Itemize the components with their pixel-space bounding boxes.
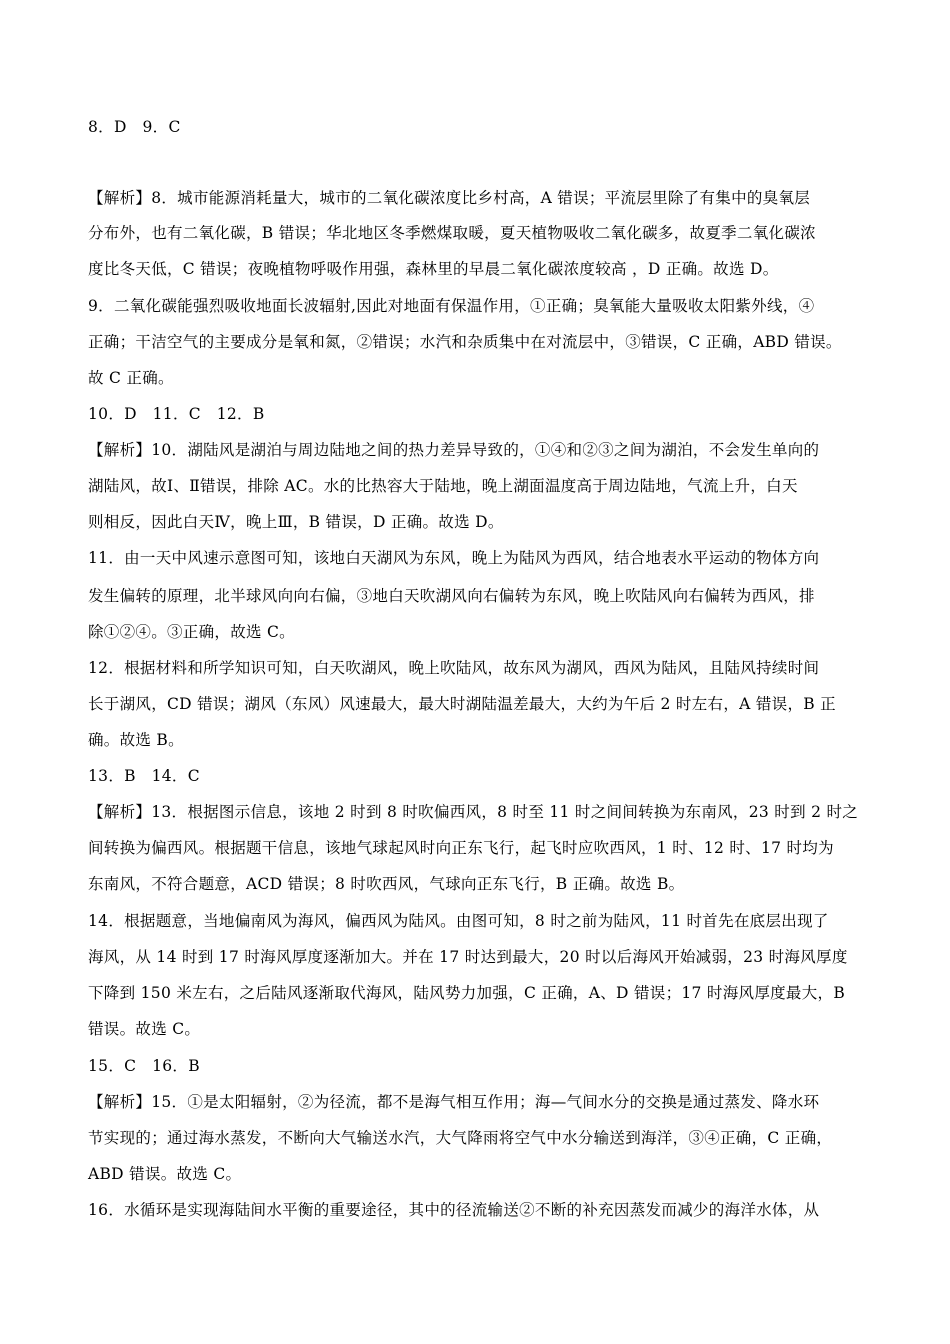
analysis-line: 【解析】13．根据图示信息，该地 2 时到 8 时吹偏西风，8 时至 11 时之间间转换为东南风，23 时到 2 时之 xyxy=(88,803,859,821)
analysis-line: 9．二氧化碳能强烈吸收地面长波辐射,因此对地面有保温作用，①正确；臭氧能大量吸收太阳紫外线，④ xyxy=(88,297,815,315)
analysis-line: 发生偏转的原理，北半球风向向右偏，③地白天吹湖风向右偏转为东风，晚上吹陆风向右偏转为西风，排 xyxy=(88,587,815,605)
analysis-line: 海风，从 14 时到 17 时海风厚度逐渐加大。并在 17 时达到最大，20 时以后海风开始减弱，23 时海风厚度 xyxy=(88,948,848,966)
analysis-line: 节实现的；通过海水蒸发，不断向大气输送水汽，大气降雨将空气中水分输送到海洋，③④正确，C 正确， xyxy=(88,1129,833,1147)
analysis-line: 故 C 正确。 xyxy=(88,369,174,387)
analysis-line: 分布外，也有二氧化碳，B 错误；华北地区冬季燃煤取暖，夏天植物吸收二氧化碳多，故夏季二氧化碳浓 xyxy=(88,224,816,242)
answer-line: 13．B 14．C xyxy=(88,767,200,785)
analysis-line: 正确；干洁空气的主要成分是氧和氮，②错误；水汽和杂质集中在对流层中，③错误，C 正确，ABD 错误。 xyxy=(88,333,842,351)
analysis-line: 间转换为偏西风。根据题干信息，该地气球起风时向正东飞行，起飞时应吹西风，1 时、12 时、17 时均为 xyxy=(88,839,834,857)
answer-line: 8．D 9．C xyxy=(88,118,181,136)
analysis-line: 下降到 150 米左右，之后陆风逐渐取代海风，陆风势力加强，C 正确，A、D 错误；17 时海风厚度最大，B xyxy=(88,984,846,1002)
analysis-line: ABD 错误。故选 C。 xyxy=(88,1165,242,1183)
analysis-line: 【解析】8．城市能源消耗量大，城市的二氧化碳浓度比乡村高，A 错误；平流层里除了有集中的臭氧层 xyxy=(88,189,811,207)
analysis-line: 则相反，因此白天Ⅳ，晚上Ⅲ，B 错误，D 正确。故选 D。 xyxy=(88,513,504,531)
analysis-line: 度比冬天低，C 错误；夜晚植物呼吸作用强，森林里的早晨二氧化碳浓度较高 ，D 正确。故选 D。 xyxy=(88,260,779,278)
analysis-line: 除①②④。③正确，故选 C。 xyxy=(88,623,295,641)
analysis-line: 【解析】15．①是太阳辐射，②为径流，都不是海气相互作用；海—气间水分的交换是通过蒸发、降水环 xyxy=(88,1093,820,1111)
analysis-line: 14．根据题意，当地偏南风为海风，偏西风为陆风。由图可知，8 时之前为陆风，11 时首先在底层出现了 xyxy=(88,912,829,930)
analysis-line: 16．水循环是实现海陆间水平衡的重要途径，其中的径流输送②不断的补充因蒸发而减少的海洋水体，从 xyxy=(88,1201,820,1219)
analysis-line: 湖陆风，故Ⅰ、Ⅱ错误，排除 AC。水的比热容大于陆地，晚上湖面温度高于周边陆地，气流上升，白天 xyxy=(88,477,798,495)
analysis-line: 确。故选 B。 xyxy=(88,731,184,749)
analysis-line: 11．由一天中风速示意图可知，该地白天湖风为东风，晚上为陆风为西风，结合地表水平运动的物体方向 xyxy=(88,549,820,567)
analysis-line: 长于湖风，CD 错误；湖风（东风）风速最大，最大时湖陆温差最大，大约为午后 2 时左右，A 错误，B 正 xyxy=(88,695,836,713)
analysis-line: 东南风，不符合题意，ACD 错误；8 时吹西风，气球向正东飞行，B 正确。故选 B。 xyxy=(88,875,685,893)
answer-line: 10．D 11．C 12．B xyxy=(88,405,265,423)
analysis-line: 12．根据材料和所学知识可知，白天吹湖风，晚上吹陆风，故东风为湖风，西风为陆风，且陆风持续时间 xyxy=(88,659,820,677)
analysis-line: 错误。故选 C。 xyxy=(88,1020,201,1038)
analysis-line: 【解析】10．湖陆风是湖泊与周边陆地之间的热力差异导致的，①④和②③之间为湖泊，不会发生单向的 xyxy=(88,441,820,459)
answer-line: 15．C 16．B xyxy=(88,1057,200,1075)
